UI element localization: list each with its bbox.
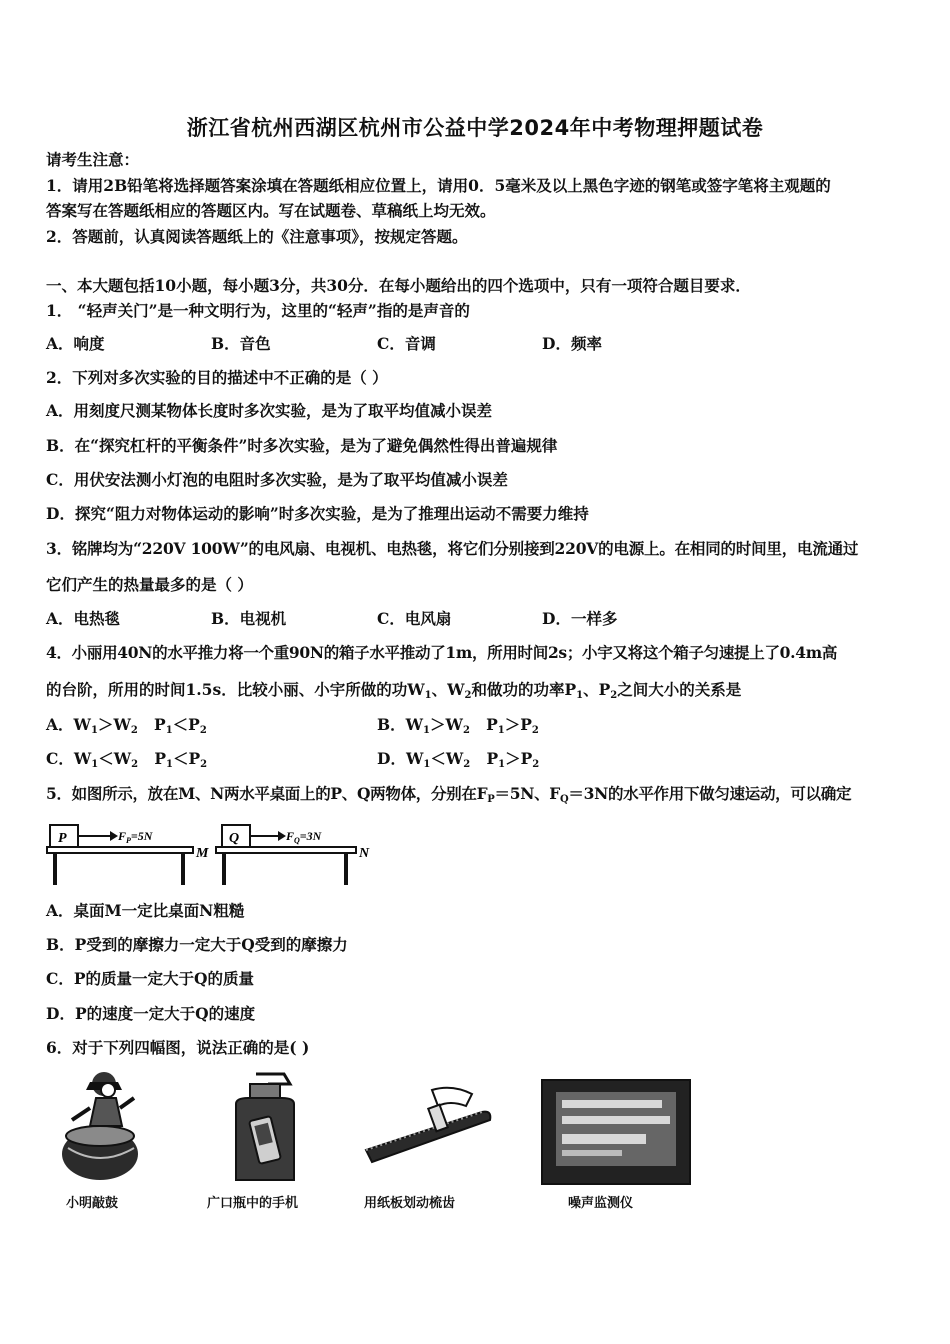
drum-figure [56,1068,146,1186]
q1-option-a: A．响度 [46,334,105,353]
q2-option-c: C．用伏安法测小灯泡的电阻时多次实验，是为了取平均值减小误差 [46,470,508,489]
q1-option-c: C．音调 [377,334,436,353]
q3-option-a: A．电热毯 [46,609,121,628]
force-arrowhead-p [110,831,118,841]
q2-option-d: D．探究“阻力对物体运动的影响”时多次实验，是为了推理出运动不需要力维持 [46,504,589,523]
q4-option-b: B．$W_1>W_2$ $P_1>P_2$ [377,715,539,736]
force-arrowhead-q [278,831,286,841]
q5-option-d: D．P的速度一定大于Q的速度 [46,1004,256,1023]
block-p-label: P [58,831,67,846]
q2-option-b: B．在“探究杠杆的平衡条件”时多次实验，是为了避免偶然性得出普遍规律 [46,436,558,455]
q4-option-a: A．$W_1>W_2$ $P_1<P_2$ [46,715,207,736]
q5-option-a: A．桌面M一定比桌面N粗糙 [46,901,245,920]
force-q-label: $F_Q=3N$ [286,829,322,845]
notice-item-1b: 答案写在答题纸相应的答题区内。写在试题卷、草稿纸上均无效。 [46,201,496,220]
q5-option-c: C．P的质量一定大于Q的质量 [46,969,254,988]
q3-option-b: B．电视机 [211,609,287,628]
table-m-label: M [196,846,209,861]
q4-option-c: C．$W_1<W_2$ $P_1<P_2$ [46,749,208,770]
q5-option-b: B．P受到的摩擦力一定大于Q受到的摩擦力 [46,935,348,954]
notice-item-1a: 1．请用2B铅笔将选择题答案涂填在答题纸相应位置上，请用0．5毫米及以上黑色字迹的钢笔或签字笔将主观题的 [46,176,831,195]
table-n-label: N [359,846,370,861]
q1-option-d: D．频率 [542,334,602,353]
q3-stem-line2: 它们产生的热量最多的是（ ） [46,575,253,594]
table-m [47,847,193,885]
q4-stem-line2: 的台阶，所用的时间1.5s．比较小丽、小宇所做的功$W_1$、$W_2$和做功的功率$P_1$、$P_2$之间大小的关系是 [46,680,742,701]
q5-stem: 5．如图所示，放在M、N两水平桌面上的P、Q两物体，分别在$F_P=5N$、$F_Q=3N$的水平作用下做匀速运动，可以确定 [46,784,852,805]
q6-stem: 6．对于下列四幅图，说法正确的是( ) [46,1038,310,1057]
q4-option-d: D．$W_1<W_2$ $P_1>P_2$ [377,749,540,770]
comb-figure [362,1080,494,1170]
caption-jar-phone: 广口瓶中的手机 [207,1196,299,1211]
q2-stem: 2．下列对多次实验的目的描述中不正确的是（ ） [46,368,388,387]
caption-comb: 用纸板划动梳齿 [364,1196,456,1211]
caption-noise-monitor: 噪声监测仪 [568,1196,634,1211]
noise-monitor-figure [540,1078,692,1186]
q3-option-c: C．电风扇 [377,609,452,628]
q2-option-a: A．用刻度尺测某物体长度时多次实验，是为了取平均值减小误差 [46,401,493,420]
table-n [216,847,356,885]
notice-heading: 请考生注意： [46,150,140,169]
q3-stem-line1: 3．铭牌均为“220V 100W”的电风扇、电视机、电热毯，将它们分别接到220V的电源上。在相同的时间里，电流通过 [46,539,859,558]
page-title: 浙江省杭州西湖区杭州市公益中学2024年中考物理押题试卷 [186,116,764,140]
q1-option-b: B．音色 [211,334,271,353]
caption-drum: 小明敲鼓 [66,1196,119,1211]
block-q-label: Q [229,831,240,846]
force-p-label: $F_P=5N$ [118,829,153,845]
q3-option-d: D．一样多 [542,609,618,628]
q5-figure [44,815,374,887]
jar-figure [228,1070,308,1186]
notice-item-2: 2．答题前，认真阅读答题纸上的《注意事项》，按规定答题。 [46,227,468,246]
q4-stem-line1: 4．小丽用40N的水平推力将一个重90N的箱子水平推动了1m，所用时间2s；小宇又将这个箱子匀速提上了0.4m高 [46,643,838,662]
section-heading: 一、本大题包括10小题，每小题3分，共30分．在每小题给出的四个选项中，只有一项符合题目要求． [46,276,751,295]
q1-stem: 1． “轻声关门”是一种文明行为，这里的“轻声”指的是声音的 [46,301,470,320]
